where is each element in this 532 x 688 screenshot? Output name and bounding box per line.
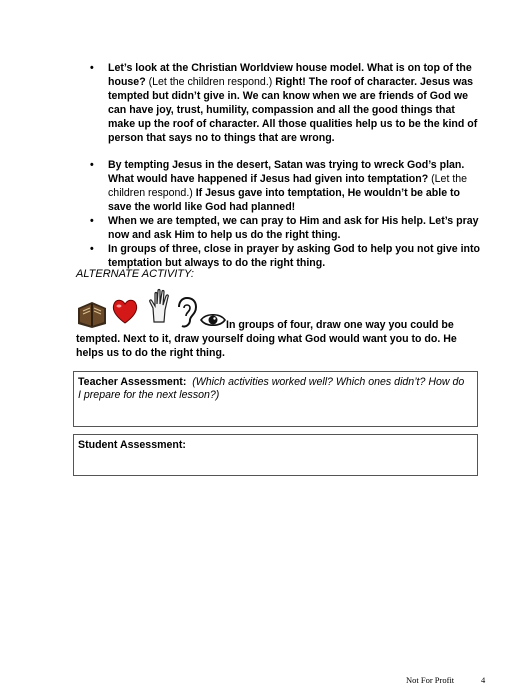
teacher-assessment-box[interactable] [73,371,478,427]
student-assessment-label: Student Assessment: [78,439,186,451]
lesson-bullet-list [86,62,481,271]
footer-not-for-profit: Not For Profit [406,675,455,685]
alternate-activity-text: In groups of four, draw one way you could be tempted. Next to it, draw yourself doing what God would want you to do. He helps us to do the right thing. [76,319,457,359]
teacher-assessment-prompt: (Which activities worked well? Which ones didn’t? How do I prepare for the next lesson?) [78,376,465,401]
bullet-pray-for-help: • When we are tempted, we can pray to Him and ask for His help. Let’s pray now and ask Him to help us do the right thing. [86,215,481,243]
book-icon [76,298,108,330]
teacher-assessment-label: Teacher Assessment: [78,376,187,388]
student-assessment-box[interactable] [73,434,478,476]
alternate-activity-label: ALTERNATE ACTIVITY: [76,268,194,280]
ear-icon [176,296,200,330]
heart-icon [110,296,140,326]
bullet-tempting-jesus: • By tempting Jesus in the desert, Satan was trying to wreck God’s plan. What would have happened if Jesus had given into temptation? (Let the children respond.) If Jesus gave into temptation, He wouldn’t be able to save the world like God had planned! [86,159,481,215]
page-number: 4 [481,675,486,685]
bullet-roof-of-character: • Let’s look at the Christian Worldview house model. What is on top of the house? (Let the children respond.) Right! The roof of character. Jesus was tempted but didn’t give in. We can know when we are friends of God we can have joy, trust, humility, compassion and all the good things that make up the roof of character. All those qualities help us to be the kind of person that says no to things that are wrong. [86,62,481,145]
eye-icon [200,312,226,328]
senses-icons [76,288,226,332]
alternate-activity [76,288,476,360]
hand-icon [146,288,174,324]
bullet-groups-of-three: • In groups of three, close in prayer by asking God to help you not give into temptation but always to do the right thing. [86,243,481,271]
